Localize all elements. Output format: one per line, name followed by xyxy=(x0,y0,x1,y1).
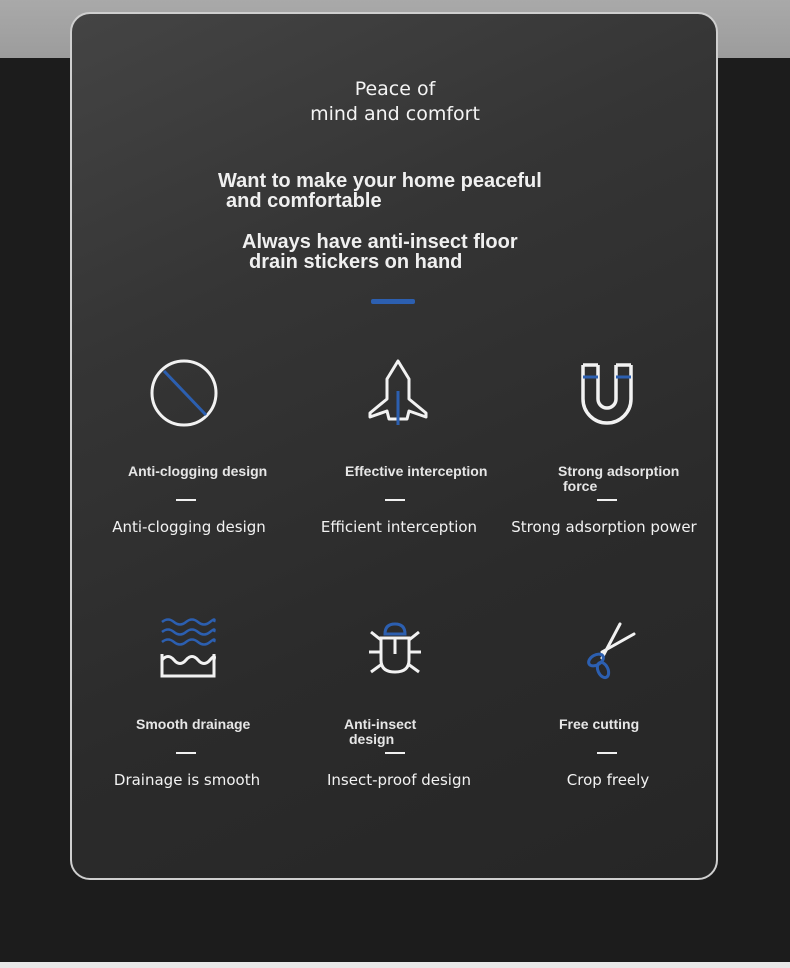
feature-subtitle-anti-clogging: Anti-clogging design xyxy=(112,518,266,536)
feature-subtitle-drainage: Drainage is smooth xyxy=(113,771,261,789)
intro-line-4: drain stickers on hand xyxy=(249,251,463,273)
intro-line-2: and comfortable xyxy=(226,190,382,212)
feature-title-adsorption-1: Strong adsorption xyxy=(558,463,680,479)
feature-card xyxy=(70,12,718,880)
feature-dash xyxy=(597,752,617,754)
feature-title-cutting: Free cutting xyxy=(559,716,640,732)
feature-title-anti-insect-1: Anti-insect xyxy=(344,716,417,732)
accent-divider xyxy=(371,299,415,304)
intro-line-1: Want to make your home peaceful xyxy=(218,170,542,192)
header-line-1: Peace of xyxy=(354,78,436,100)
feature-dash xyxy=(176,752,196,754)
feature-subtitle-interception: Efficient interception xyxy=(320,518,478,536)
feature-dash xyxy=(597,499,617,501)
feature-title-drainage: Smooth drainage xyxy=(136,716,251,732)
feature-title-anti-clogging: Anti-clogging design xyxy=(128,463,268,479)
feature-subtitle-adsorption: Strong adsorption power xyxy=(511,518,697,536)
feature-dash xyxy=(385,499,405,501)
feature-dash xyxy=(176,499,196,501)
feature-title-anti-insect-2: design xyxy=(349,731,395,747)
feature-dash xyxy=(385,752,405,754)
header-line-2: mind and comfort xyxy=(310,103,480,125)
intro-line-3: Always have anti-insect floor xyxy=(242,231,518,253)
scissors-icon xyxy=(576,612,656,692)
feature-title-adsorption-2: force xyxy=(563,478,598,494)
feature-subtitle-cutting: Crop freely xyxy=(566,771,650,789)
feature-title-interception: Effective interception xyxy=(345,463,488,479)
bug-icon xyxy=(355,610,435,690)
feature-subtitle-anti-insect: Insect-proof design xyxy=(326,771,472,789)
bottom-background-band xyxy=(0,962,790,968)
rocket-icon xyxy=(358,353,438,433)
circle-slash-icon xyxy=(144,353,224,433)
magnet-icon xyxy=(567,353,647,433)
water-waves-icon xyxy=(148,610,228,690)
